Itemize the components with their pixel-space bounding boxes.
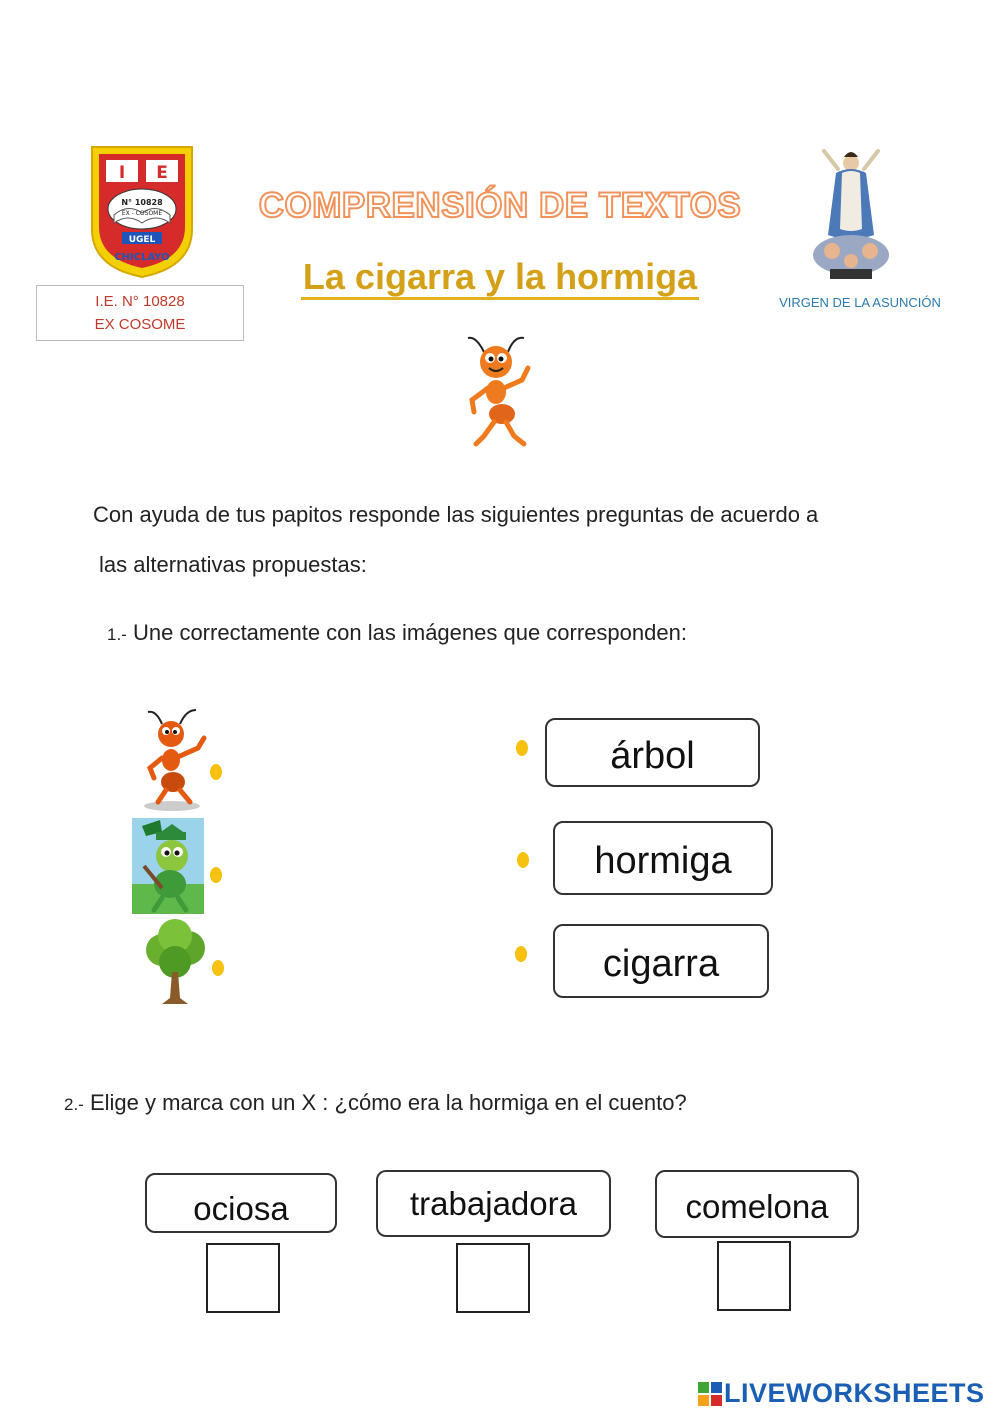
- logo-ex: EX - COSOME: [121, 210, 163, 217]
- cricket-icon: [132, 818, 204, 914]
- option-trabajadora: trabajadora: [376, 1170, 611, 1237]
- right-dot-1[interactable]: [516, 740, 528, 756]
- liveworksheets-logo-icon: [698, 1382, 722, 1406]
- logo-letter-i: I: [118, 163, 126, 183]
- left-dot-3[interactable]: [212, 960, 224, 976]
- question-1-text: Une correctamente con las imágenes que corresponden:: [132, 620, 687, 645]
- question-1: [107, 620, 687, 646]
- instructions: [93, 490, 953, 590]
- checkbox-trabajadora[interactable]: [456, 1243, 530, 1313]
- question-2: [64, 1090, 687, 1116]
- school-logo: [88, 143, 196, 281]
- ant-icon: [140, 708, 212, 812]
- right-dot-3[interactable]: [515, 946, 527, 962]
- subtitle-text: La cigarra y la hormiga: [301, 256, 699, 300]
- left-dot-1[interactable]: [210, 764, 222, 780]
- checkbox-comelona[interactable]: [717, 1241, 791, 1311]
- school-line-1: I.E. N° 10828: [95, 293, 185, 310]
- word-box-arbol[interactable]: árbol: [545, 718, 760, 787]
- page-title: COMPRENSIÓN DE TEXTOS: [258, 186, 742, 225]
- school-line-2: EX COSOME: [94, 316, 186, 333]
- logo-number: N° 10828: [121, 198, 163, 207]
- logo-ugel: UGEL: [128, 235, 156, 245]
- logo-letter-e: E: [156, 163, 168, 183]
- logo-city: CHICLAYO: [114, 252, 170, 263]
- instructions-line-1: Con ayuda de tus papitos responde las siguientes preguntas de acuerdo a: [93, 502, 819, 527]
- virgin-caption: VIRGEN DE LA ASUNCIÓN: [779, 295, 941, 310]
- instructions-line-2: las alternativas propuestas:: [99, 552, 367, 577]
- liveworksheets-footer: [698, 1378, 985, 1409]
- word-box-cigarra[interactable]: cigarra: [553, 924, 769, 998]
- virgin-statue-image: [808, 143, 894, 283]
- ant-icon: [462, 332, 538, 450]
- question-2-number: 2.-: [64, 1095, 84, 1114]
- right-dot-2[interactable]: [517, 852, 529, 868]
- option-comelona: comelona: [655, 1170, 859, 1238]
- question-1-number: 1.-: [107, 625, 127, 644]
- option-ociosa: ociosa: [145, 1173, 337, 1233]
- question-2-text: Elige y marca con un X : ¿cómo era la hormiga en el cuento?: [89, 1090, 687, 1115]
- word-box-hormiga[interactable]: hormiga: [553, 821, 773, 895]
- tree-icon: [142, 918, 208, 1006]
- checkbox-ociosa[interactable]: [206, 1243, 280, 1313]
- left-dot-2[interactable]: [210, 867, 222, 883]
- page-subtitle: [200, 256, 800, 298]
- liveworksheets-brand: LIVEWORKSHEETS: [724, 1378, 985, 1408]
